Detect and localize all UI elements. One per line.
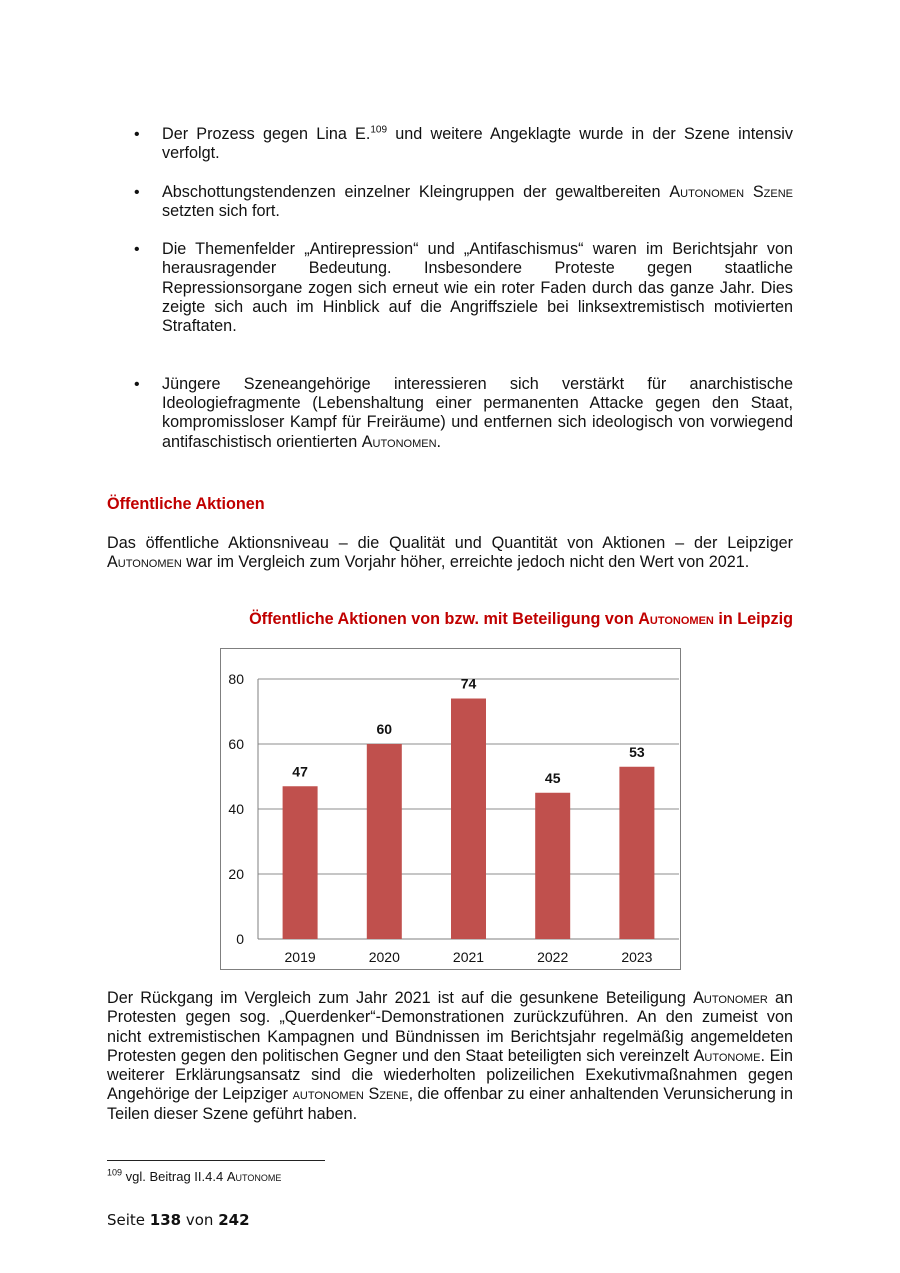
chart-title: Öffentliche Aktionen von bzw. mit Beteiligung von Autonomen in Leipzig bbox=[249, 610, 793, 628]
bar bbox=[367, 744, 402, 939]
bar-chart bbox=[220, 648, 681, 975]
footnote-divider bbox=[107, 1160, 325, 1161]
x-tick-label: 2020 bbox=[368, 949, 400, 965]
bar bbox=[283, 786, 318, 939]
data-label: 47 bbox=[292, 763, 308, 780]
section-heading: Öffentliche Aktionen bbox=[107, 495, 265, 513]
y-tick-label: 40 bbox=[228, 801, 244, 817]
footnote-ref[interactable]: 109 bbox=[370, 124, 388, 136]
data-label: 53 bbox=[629, 743, 645, 760]
data-label: 60 bbox=[376, 721, 393, 737]
data-label: 74 bbox=[460, 675, 477, 692]
bullet-list bbox=[107, 125, 793, 452]
bullet-item: • Jüngere Szeneangehörige interessieren sich verstärkt für anarchistische Ideologiefragmente (Lebenshaltung einer permanenten Attacke gegen den Staat, kompromissloser Kampf für Freiräume) und entfernen sich ideologisch von vorwiegend antifaschistisch orientierten Autonomen. bbox=[107, 375, 793, 452]
y-tick-label: 0 bbox=[236, 931, 244, 947]
bullet-item: • Der Prozess gegen Lina E.$^{109}$ und weitere Angeklagte wurde in der Szene intensiv verfolgt. bbox=[107, 125, 793, 164]
y-tick-label: 80 bbox=[228, 671, 244, 687]
intro-paragraph: Das öffentliche Aktionsniveau – die Qualität und Quantität von Aktionen – der Leipziger Autonomen war im Vergleich zum Vorjahr höher, erreichte jedoch nicht den Wert von 2021. bbox=[107, 534, 793, 572]
body-paragraph: Der Rückgang im Vergleich zum Jahr 2021 ist auf die gesunkene Beteiligung Autonomer an Protesten gegen sog. „Querdenker“-Demonstrationen zurückzuführen. An den zumeist von nicht extremistischen Kampagnen und Bündnissen im Berichtsjahr regelmäßig angemeldeten Protesten gegen den politischen Gegner und den Staat beteiligten sich vereinzelt Autonome. Ein weiterer Erklärungsansatz sind die wiederholten polizeilichen Exekutivmaßnahmen gegen Angehörige der Leipziger autonomen Szene, die offenbar zu einer anhaltenden Verunsicherung in Teilen dieser Szene geführt haben. bbox=[107, 989, 793, 1123]
bar bbox=[619, 767, 654, 939]
bullet-item: • Abschottungstendenzen einzelner Kleingruppen der gewaltbereiten Autonomen Szene setzten sich fort. bbox=[107, 183, 793, 222]
x-tick-label: 2019 bbox=[284, 949, 316, 965]
x-tick-label: 2021 bbox=[452, 949, 485, 965]
x-tick-label: 2023 bbox=[621, 949, 653, 965]
bar bbox=[451, 699, 486, 940]
bar-chart-svg bbox=[220, 648, 681, 970]
page-number: Seite 138 von 242 bbox=[107, 1211, 250, 1229]
y-tick-label: 20 bbox=[228, 866, 244, 882]
data-label: 45 bbox=[544, 769, 561, 786]
bullet-item: • Die Themenfelder „Antirepression“ und „Antifaschismus“ waren im Berichtsjahr von herausragender Bedeutung. Insbesondere Proteste gegen staatliche Repressionsorgane zogen sich erneut wie ein roter Faden durch das ganze Jahr. Dies zeigte sich auch im Hinblick auf die Angriffsziele bei linksextremistisch motivierten Straftaten. bbox=[107, 240, 793, 336]
x-tick-label: 2022 bbox=[537, 949, 569, 965]
y-tick-label: 60 bbox=[228, 736, 244, 752]
footnote: $^{109}$ vgl. Beitrag II.4.4 Autonome bbox=[107, 1167, 282, 1184]
bar bbox=[535, 793, 570, 939]
